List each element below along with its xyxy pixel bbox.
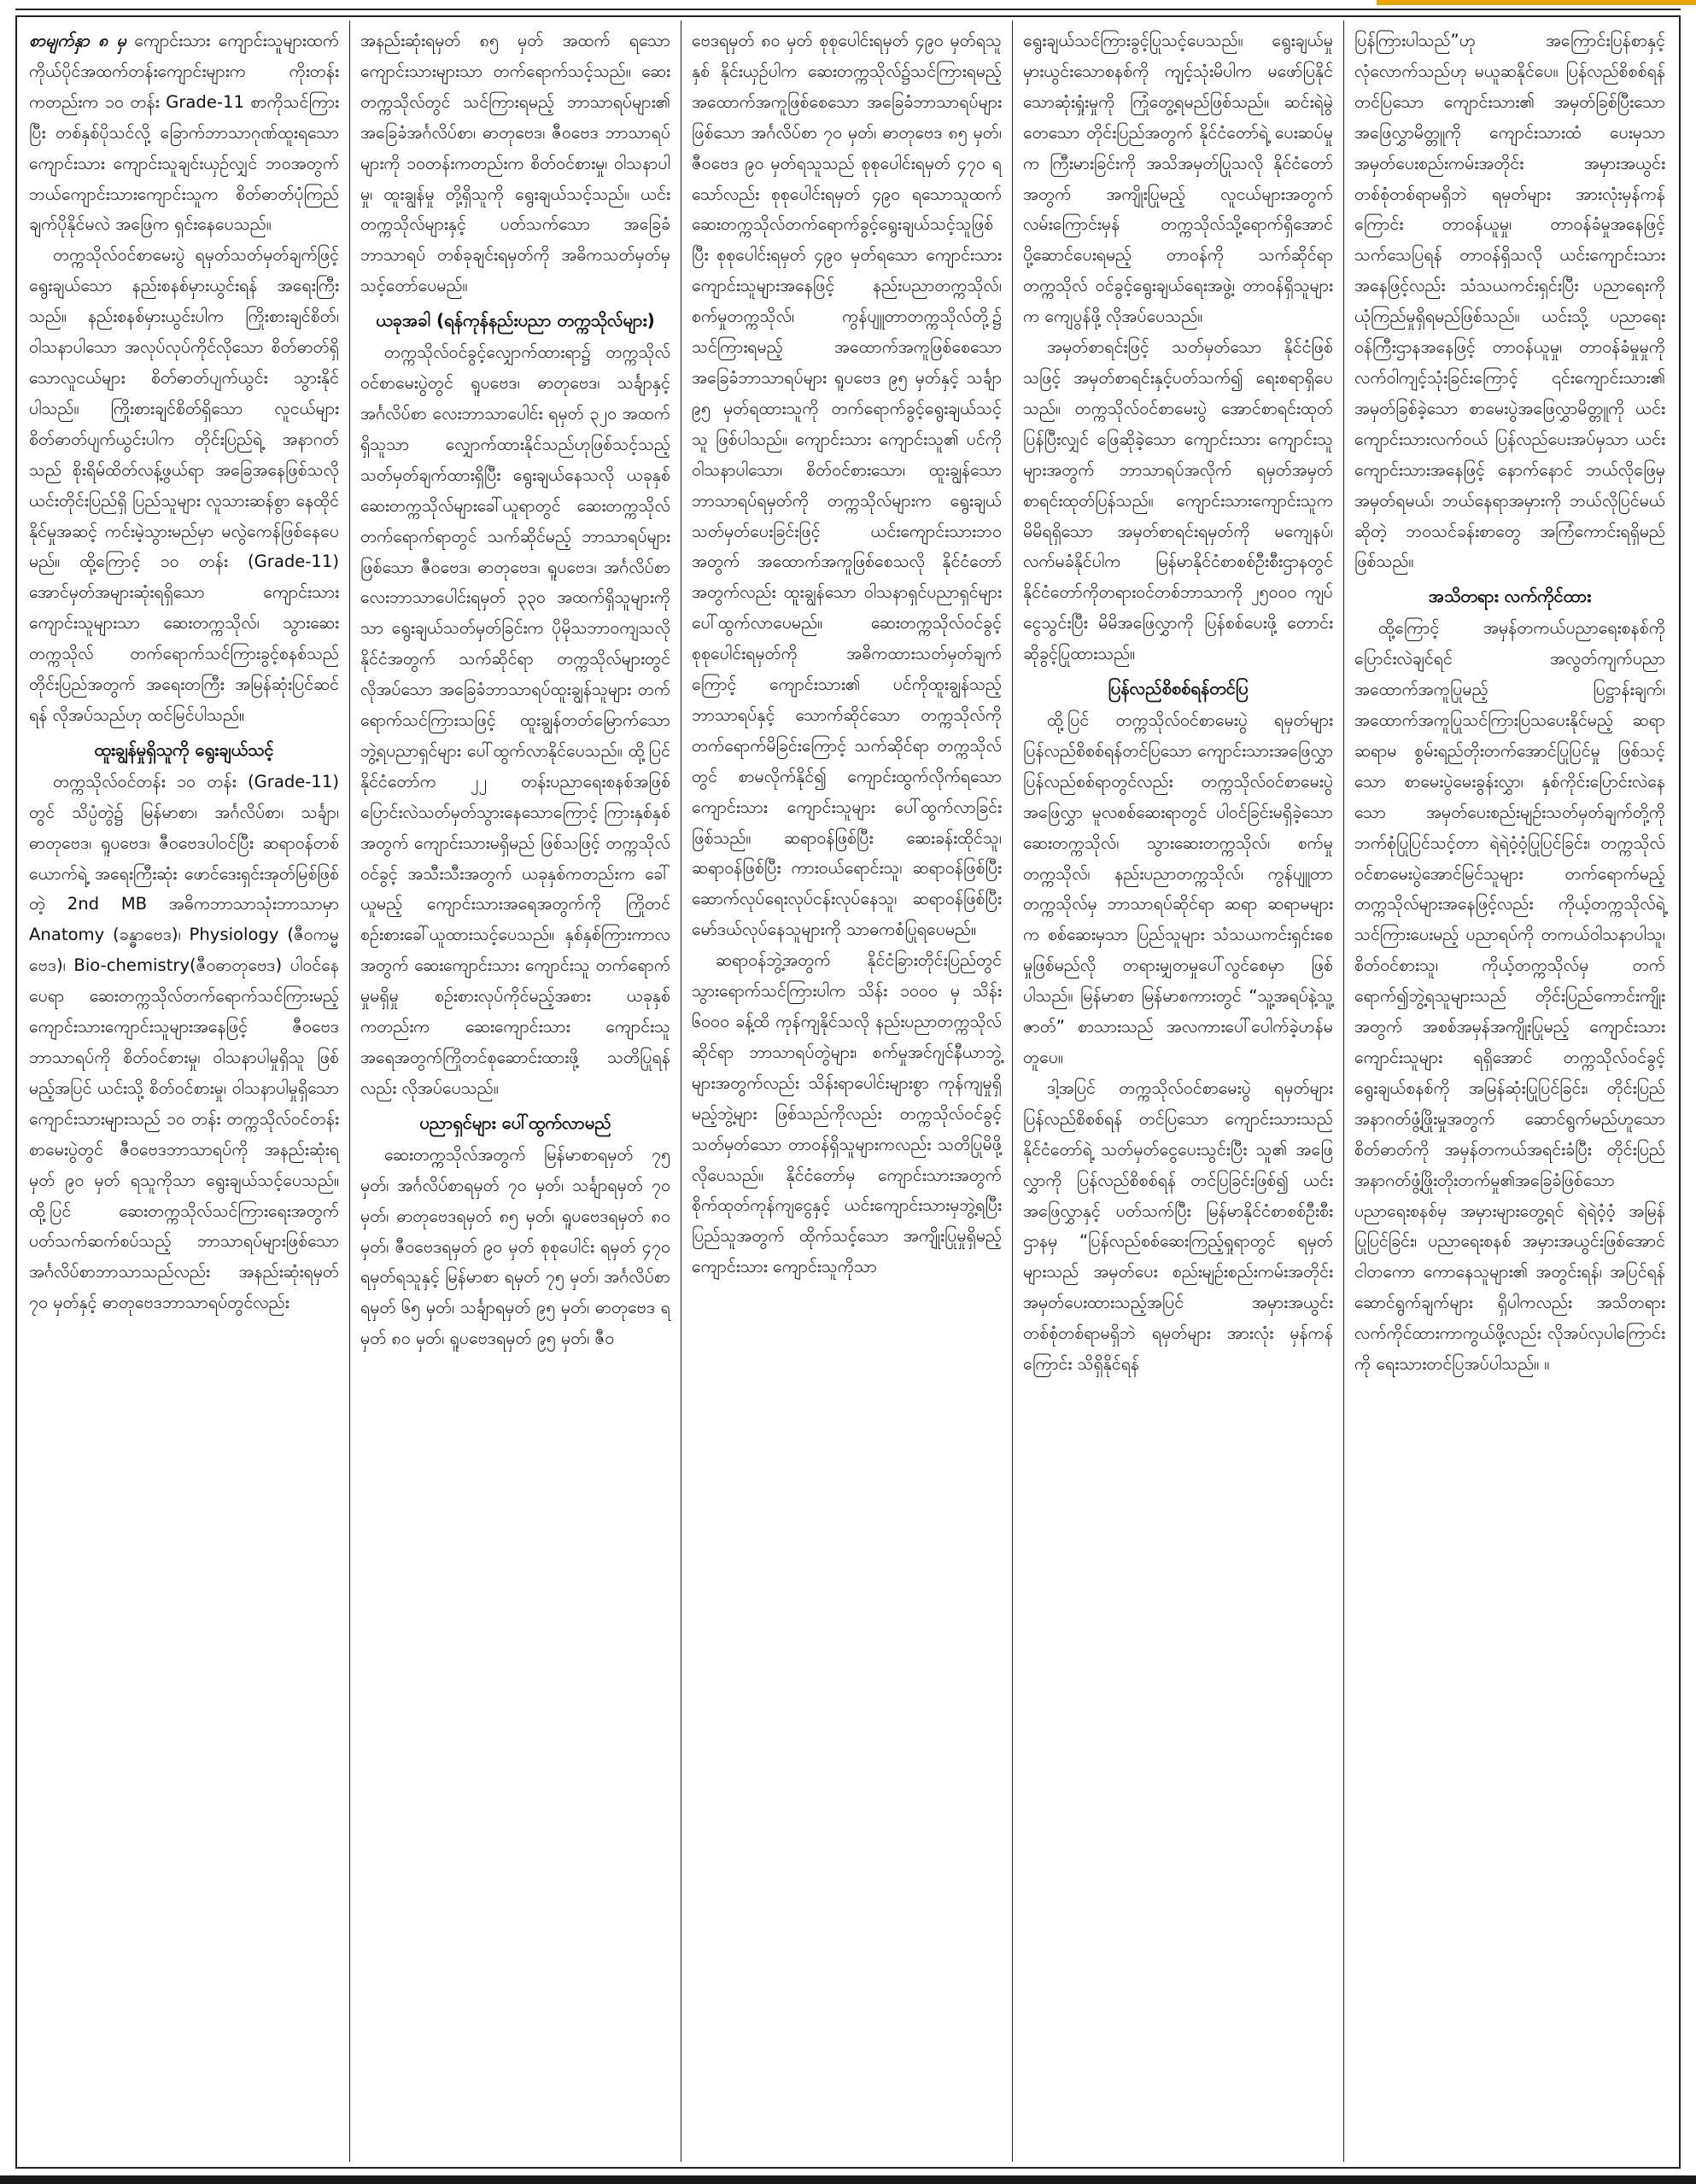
body-paragraph: [1354, 26, 1665, 577]
paragraph-text: ပြန်ကြားပါသည်”ဟု အကြောင်းပြန်စာနှင့် လုံလောက်သည်ဟု မယူဆနိုင်ပေ။ ပြန်လည်စိစစ်ရန် တင်ပြသော ကျောင်းသား၏ အမှတ်ခြစ်ပြီးသော အဖြေလွှာမိတ္တူကို ကျောင်းသားထံ ပေးမှသာ အမှတ်ပေးစည်းကမ်းအတိုင်း အမှားအယွင်း တစ်စုံတစ်ရာမရှိဘဲ ရမှတ်များ အားလုံးမှန်ကန်ကြောင်း တာဝန်ယူမှု၊ တာဝန်ခံမှုအနေဖြင့် သက်သေပြရန် တာဝန်ရှိသလို ယင်းကျောင်းသားအနေဖြင့်လည်း သံသယကင်းရှင်းပြီး ပညာရေးကို ယုံကြည်မှုရှိရမည်ဖြစ်သည်။ ယင်းသို့ ပညာရေးဝန်ကြီးဌာနအနေဖြင့် တာဝန်ယူမှု၊ တာဝန်ခံမှုမှုကို လက်ဝါကျင့်သုံးခြင်းကြောင့် ၎င်းကျောင်းသား၏ အမှတ်ခြစ်ခဲ့သော စာမေးပွဲအဖြေလွှာမိတ္တူကို ယင်းကျောင်းသားလက်ဝယ် ပြန်လည်ပေးအပ်မှသာ ယင်းကျောင်းသားအနေဖြင့် နောက်နောင် ဘယ်လိုဖြေမှ အမှတ်ရမယ်၊ ဘယ်နေရာအမှားကို ဘယ်လိုပြင်မယ်ဆိုတဲ့ ဘဝသင်ခန်းစာတွေ အကြံကောင်းရရှိမည်ဖြစ်သည်။: [1354, 31, 1665, 572]
body-paragraph: [1023, 332, 1333, 669]
paragraph-text: ထို့ကြောင့် အမှန်တကယ်ပညာရေးစနစ်ကို ပြောင်းလဲချင်ရင် အလွတ်ကျက်ပညာအထောက်အကူပြုမည့် ပြဋ္ဌာန်းချက်၊ အထောက်အကူပြုသင်ကြားပြသပေးနိုင်မည့် ဆရာ ဆရာမ စွမ်းရည်တိုးတက်အောင်ပြုပြင်မှု ဖြစ်သင့်သော စာမေးပွဲမေးခွန်းလွှာ၊ နှစ်ကိုင်းပြောင်းလဲနေသော အမှတ်ပေးစည်းမျဉ်းသတ်မှတ်ချက်တို့ကို ဘက်စုံပြုပြင်သင့်တာ ရဲရဲဝံ့ဝံ့ပြုပြင်ခြင်း၊ တက္ကသိုလ်ဝင်စာမေးပွဲအောင်မြင်သူများ တက်ရောက်မည့် တက္ကသိုလ်များအနေဖြင့်လည်း ကိုယ့်တက္ကသိုလ်ရဲ့သင်ကြားပေးမည့် ပညာရပ်ကို တကယ်ဝါသနာပါသူ၊ စိတ်ဝင်စားသူ၊ ကိုယ့်တက္ကသိုလ်မှ တက်ရောက်၍ဘွဲ့ရသူများသည် တိုင်းပြည်ကောင်းကျိုးအတွက် အစစ်အမှန်အကျိုးပြုမည့် ကျောင်းသား ကျောင်းသူများ ရရှိအောင် တက္ကသိုလ်ဝင်ခွင့်ရွေးချယ်စနစ်ကို အမြန်ဆုံးပြုပြင်ခြင်း၊ တိုင်းပြည်အနာဂတ်ဖွံ့ဖြိုးမှုအတွက် ဆောင်ရွက်မည်ဟူသောစိတ်ဓာတ်ကို အမှန်တကယ်အရင်းခံပြီး တိုင်းပြည်အနာဂတ်ဖွံ့ဖြိုးတိုးတက်မှု၏အခြေခံဖြစ်သောပညာရေးစနစ်မှ အမှားများတွေ့ရင် ရဲရဲဝံ့ဝံ့ အမြန်ပြုပြင်ခြင်း၊ ပညာရေးစနစ် အမှားအယွင်းဖြစ်အောင် ငါတကော ကောနေသူများ၏ အတွင်းရန်၊ အပြင်ရန် ဆောင်ရွက်ချက်များ ရှိပါကလည်း အသိတရား လက်ကိုင်ထားကာကွယ်ဖို့လည်း လိုအပ်လှပါကြောင်းကို ရေးသားတင်ပြအပ်ပါသည်။ ။: [1354, 618, 1665, 1375]
column-5: [1344, 20, 1676, 2162]
column-1: [19, 20, 350, 2162]
paragraph-text: တက္ကသိုလ်ဝင်စာမေးပွဲ ရမှတ်သတ်မှတ်ချက်ဖြင့် ရွေးချယ်သော နည်းစနစ်မှားယွင်းရန် အရေးကြီးသည်။ နည်းစနစ်မှားယွင်းပါက ကြိုးစားချင်စိတ်၊ ဝါသနာပါသော အလုပ်လုပ်ကိုင်လိုသော စိတ်ဓာတ်ရှိသောလူငယ်များ စိတ်ဓာတ်ပျက်ယွင်း သွားနိုင်ပါသည်။ ကြိုးစားချင်စိတ်ရှိသော လူငယ်များ စိတ်ဓာတ်ပျက်ယွင်းပါက တိုင်းပြည်ရဲ့ အနာဂတ်သည် စိုးရိမ်ထိတ်လန့်ဖွယ်ရာ အခြေအနေဖြစ်သလို ယင်းတိုင်းပြည်ရှိ ပြည်သူများ လူသားဆန်စွာ နေထိုင်နိုင်မှုအဆင့် ကင်းမဲ့သွားမည်မှာ မလွဲကေန်ဖြစ်နေပေမည်။ ထို့ကြောင့် ၁၀ တန်း (Grade-11) အောင်မှတ်အများဆုံးရရှိသော ကျောင်းသား ကျောင်းသူများသာ ဆေးတက္ကသိုလ်၊ သွားဆေးတက္ကသိုလ် တက်ရောက်သင်ကြားခွင့်စနစ်သည် တိုင်းပြည်အတွက် အရေးတကြီး အမြန်ဆုံးပြင်ဆင်ရန် လိုအပ်သည်ဟု ထင်မြင်ပါသည်။: [29, 245, 339, 725]
continued-from-label: စာမျက်နှာ ၈ မှ: [29, 31, 126, 50]
paragraph-text: ဆရာဝန်ဘွဲ့အတွက် နိုင်ငံခြားတိုင်းပြည်တွင် သွားရောက်သင်ကြားပါက သိန်း ၁၀၀၀ မှ သိန်း ၆၀၀၀ ခန့်ထိ ကုန်ကျနိုင်သလို နည်းပညာတက္ကသိုလ်ဆိုင်ရာ ဘာသာရပ်တွဲများ၊ စက်မှုအင်ဂျင်နီယာဘွဲ့များအတွက်လည်း သိန်းရာပေါင်းများစွာ ကုန်ကျမှုရှိမည့်ဘွဲ့များ ဖြစ်သည်ကိုလည်း တက္ကသိုလ်ဝင်ခွင့် သတ်မှတ်သော တာဝန်ရှိသူများကလည်း သတိပြုမိဖို့ လိုပေသည်။ နိုင်ငံတော်မှ ကျောင်းသားအတွက် စိုက်ထုတ်ကုန်ကျငွေနှင့် ယင်းကျောင်းသားမှဘွဲ့ရပြီး ပြည်သူအတွက် ထိုက်သင့်သော အကျိုးပြုမှုရှိမည့် ကျောင်းသား ကျောင်းသူကိုသာ: [692, 950, 1002, 1277]
paragraph-text: တက္ကသိုလ်ဝင်တန်း ၁၀ တန်း (Grade-11) တွင် သိပ္ပံတွဲ၌ မြန်မာစာ၊ အင်္ဂလိပ်စာ၊ သင်္ချာ၊ ဓာတုဗေဒ၊ ရူပဗေဒ၊ ဇီဝဗေဒပါဝင်ပြီး ဆရာဝန်တစ်ယောက်ရဲ့ အရေးကြီးဆုံး ဖောင်ဒေးရှင်းအုတ်မြစ်ဖြစ်တဲ့ 2nd MB အဓိကဘာသာသုံးဘာသာမှာ Anatomy (ခန္ဓာဗေဒ)၊ Physiology (ဇီဝကမ္မဗေဒ)၊ Bio-chemistry(ဇီဝဓာတုဗေဒ) ပါဝင်နေပေရာ ဆေးတက္ကသိုလ်တက်ရောက်သင်ကြားမည့် ကျောင်းသားကျောင်းသူများအနေဖြင့် ဇီဝဗေဒဘာသာရပ်ကို စိတ်ဝင်စားမှု၊ ဝါသနာပါမှုရှိသူ ဖြစ်မည့်အပြင် ယင်းသို့ စိတ်ဝင်စားမှု၊ ဝါသနာပါမှုရှိသော ကျောင်းသားများသည် ၁၀ တန်း တက္ကသိုလ်ဝင်တန်းစာမေးပွဲတွင် ဇီဝဗေဒဘာသာရပ်ကို အနည်းဆုံးရမှတ် ၉၀ မှတ် ရသူကိုသာ ရွေးချယ်သင့်ပေသည်။ ထို့ပြင် ဆေးတက္ကသိုလ်သင်ကြားရေးအတွက် ပတ်သက်ဆက်စပ်သည့် ဘာသာရပ်များဖြစ်သော အင်္ဂလိပ်စာဘာသာသည်လည်း အနည်းဆုံးရမှတ် ၇၀ မှတ်နှင့် ဓာတုဗေဒဘာသာရပ်တွင်လည်း: [29, 771, 339, 1313]
section-heading: ယခုအခါ (ရန်ကုန်နည်းပညာ တက္ကသိုလ်များ): [376, 310, 655, 331]
article-columns: [19, 20, 1676, 2162]
paragraph-text: အနည်းဆုံးရမှတ် ၈၅ မှတ် အထက် ရသော ကျောင်းသားများသာ တက်ရောက်သင့်သည်။ ဆေးတက္ကသိုလ်တွင် သင်ကြားရမည့် ဘာသာရပ်များ၏ အခြေခံအင်္ဂလိပ်စာ၊ ဓာတုဗေဒ၊ ဇီဝဗေဒ ဘာသာရပ်များကို ၁၀တန်းကတည်းက စိတ်ဝင်စားမှု၊ ဝါသနာပါမှု၊ ထူးချွန်မှု တို့ရှိသူကို ရွေးချယ်သင့်သည်။ ယင်း တက္ကသိုလ်များနှင့် ပတ်သက်သော အခြေခံဘာသာရပ် တစ်ခုချင်းရမှတ်ကို အဓိကသတ်မှတ်မှ သင့်တော်ပေမည်။: [360, 31, 670, 296]
bottom-rule: [0, 2175, 1696, 2184]
body-paragraph: [692, 945, 1002, 1282]
body-paragraph: [1023, 26, 1333, 332]
paragraph-text: တက္ကသိုလ်ဝင်ခွင့်လျှောက်ထားရာ၌ တက္ကသိုလ်ဝင်စာမေးပွဲတွင် ရူပဗေဒ၊ ဓာတုဗေဒ၊ သင်္ချာနှင့် အင်္ဂလိပ်စာ လေးဘာသာပေါင်း ရမှတ် ၃၂၀ အထက်ရှိသူသာ လျှောက်ထားနိုင်သည်ဟုဖြစ်သင့်သည့် သတ်မှတ်ချက်ထားရှိပြီး ရွေးချယ်နေသလို ယခုနှစ် ဆေးတက္ကသိုလ်များခေါ်ယူရာတွင် ဆေးတက္ကသိုလ် တက်ရောက်ရာတွင် သက်ဆိုင်မည့် ဘာသာရပ်များဖြစ်သော ဇီဝဗေဒ၊ ဓာတုဗေဒ၊ ရူပဗေဒ၊ အင်္ဂလိပ်စာ လေးဘာသာပေါင်းရမှတ် ၃၃၀ အထက်ရှိသူများကိုသာ ရွေးချယ်သတ်မှတ်ခြင်းက ပိုမိုသဘာဝကျသလို နိုင်ငံအတွက် သက်ဆိုင်ရာ တက္ကသိုလ်များတွင် လိုအပ်သော အခြေခံဘာသာရပ်ထူးချွန်သူများ တက်ရောက်သင်ကြားသဖြင့် ထူးချွန်တတ်မြောက်သော ဘွဲ့ရပညာရှင်များ ပေါ်ထွက်လာနိုင်ပေသည်။ ထို့ပြင် နိုင်ငံတော်က ၂၂ တန်းပညာရေးစနစ်အဖြစ် ပြောင်းလဲသတ်မှတ်သွားနေသောကြောင့် ကြားနှစ်နှစ်အတွက် ကျောင်းသားမရှိမည် ဖြစ်သဖြင့် တက္ကသိုလ်ဝင်ခွင့် အသီးသီးအတွက် ယခုနှစ်ကတည်းက ခေါ်ယူမည့် ကျောင်းသားအရေအတွက်ကို ကြိုတင်စဉ်းစားခေါ်ယူထားသင့်ပေသည်။ နှစ်နှစ်ကြားကာလအတွက် ဆေးကျောင်းသား ကျောင်းသူ တက်ရောက်မှုမရှိမှု စဉ်းစားလုပ်ကိုင်မည့်အစား ယခုနှစ်ကတည်းက ဆေးကျောင်းသား ကျောင်းသူ အရေအတွက်ကြိုတင်စုဆောင်းထားဖို့ သတိပြုရန်လည်း လိုအပ်ပေသည်။: [360, 342, 670, 1098]
column-2: [350, 20, 681, 2162]
body-paragraph: [29, 767, 339, 1318]
body-paragraph: [1354, 613, 1665, 1380]
section-heading: အသိတရား လက်ကိုင်ထား: [1428, 586, 1592, 607]
paragraph-text: ဆေးတက္ကသိုလ်အတွက် မြန်မာစာရမှတ် ၇၅ မှတ်၊ အင်္ဂလိပ်စာရမှတ် ၇၀ မှတ်၊ သင်္ချာရမှတ် ၇၀ မှတ်၊ ဓာတုဗေဒရမှတ် ၈၅ မှတ်၊ ရူပဗေဒရမှတ် ၈၀ မှတ်၊ ဇီဝဗေဒရမှတ် ၉၀ မှတ် စုစုပေါင်း ရမှတ် ၄၇၀ ရမှတ်ရသူနှင့် မြန်မာစာ ရမှတ် ၇၅ မှတ်၊ အင်္ဂလိပ်စာရမှတ် ၆၅ မှတ်၊ သင်္ချာရမှတ် ၉၅ မှတ်၊ ဓာတုဗေဒ ရမှတ် ၈၀ မှတ်၊ ရူပဗေဒရမှတ် ၉၅ မှတ်၊ ဇီဝ: [360, 1144, 670, 1349]
section-heading: ထူးချွန်မှုရှိသူကို ရွေးချယ်သင့်: [94, 739, 274, 760]
body-paragraph: [29, 26, 339, 240]
paragraph-text: ဒါ့အပြင် တက္ကသိုလ်ဝင်စာမေးပွဲ ရမှတ်များ ပြန်လည်စိစစ်ရန် တင်ပြသော ကျောင်းသားသည် နိုင်ငံတော်ရဲ့ သတ်မှတ်ငွေပေးသွင်းပြီး သူ၏ အဖြေလွှာကို ပြန်လည်စိစစ်ရန် တင်ပြခြင်းဖြစ်၍ ယင်းအဖြေလွှာနှင့် ပတ်သက်ပြီး မြန်မာနိုင်ငံစာစစ်ဦးစီးဌာနမှ “ပြန်လည်စစ်ဆေးကြည့်ရှုရာတွင် ရမှတ်များသည် အမှတ်ပေး စည်းမျဉ်းစည်းကမ်းအတိုင်း အမှတ်ပေးထားသည့်အပြင် အမှားအယွင်းတစ်စုံတစ်ရာမရှိဘဲ ရမှတ်များ အားလုံး မှန်ကန်ကြောင်း သိရှိနိုင်ရန်: [1023, 1077, 1333, 1375]
accent-bar: [1377, 0, 1696, 5]
body-paragraph: [692, 26, 1002, 945]
paragraph-text: ကျောင်းသား ကျောင်းသူများထက် ကိုယ်ပိုင်အထက်တန်းကျောင်းများက ကိုးတန်းကတည်းက ၁၀ တန်း Grade-11 စာကိုသင်ကြားပြီး တစ်နှစ်ပိုသင်လို့ ခြောက်ဘာသာဂုဏ်ထူးရသော ကျောင်းသား ကျောင်းသူချင်းယှဉ်လျှင် ဘဝအတွက် ဘယ်ကျောင်းသားကျောင်းသူက စိတ်ဓာတ်ပုံကြည်ချက်ပိုနိုင်မလဲ အဖြေက ရှင်းနေပေသည်။: [29, 31, 339, 235]
body-paragraph: [360, 337, 670, 1104]
body-paragraph: [360, 26, 670, 301]
paragraph-text: ရွေးချယ်သင်ကြားခွင့်ပြုသင့်ပေသည်။ ရွေးချယ်မှု မှားယွင်းသောစနစ်ကို ကျင့်သုံးမိပါက မဖော်ပြနိုင်သောဆုံးရှုံးမှုကို ကြုံတွေ့ရမည်ဖြစ်သည်။ ဆင်းရဲမွဲတေသော တိုင်းပြည်အတွက် နိုင်ငံတော်ရဲ့ ပေးဆပ်မှုက ကြီးမားခြင်းကို အသိအမှတ်ပြုသလို နိုင်ငံတော်အတွက် အကျိုးပြုမည့် လူငယ်များအတွက် လမ်းကြောင်းမှန် တက္ကသိုလ်သို့ရောက်ရှိအောင် ပို့ဆောင်ပေးရမည့် တာဝန်ကို သက်ဆိုင်ရာတက္ကသိုလ် ဝင်ခွင့်ရွေးချယ်ရေးအဖွဲ့၊ တာဝန်ရှိသူများက ကျေပွန်ဖို့ လိုအပ်ပေသည်။: [1023, 31, 1333, 327]
column-3: [681, 20, 1013, 2162]
body-paragraph: [1023, 705, 1333, 1073]
section-heading: ပညာရှင်များ ပေါ်ထွက်လာမည်: [419, 1112, 611, 1133]
top-bar: [0, 0, 1696, 5]
body-paragraph: [29, 240, 339, 731]
paragraph-text: ထို့ပြင် တက္ကသိုလ်ဝင်စာမေးပွဲ ရမှတ်များ ပြန်လည်စိစစ်ရန်တင်ပြသော ကျောင်းသားအဖြေလွှာပြန်လည်စစ်ရာတွင်လည်း တက္ကသိုလ်ဝင်စာမေးပွဲ အဖြေလွှာ မူလစစ်ဆေးရာတွင် ပါဝင်ခြင်းမရှိခဲ့သော ဆေးတက္ကသိုလ်၊ သွားဆေးတက္ကသိုလ်၊ စက်မှုတက္ကသိုလ်၊ နည်းပညာတက္ကသိုလ်၊ ကွန်ပျူတာတက္ကသိုလ်မှ ဘာသာရပ်ဆိုင်ရာ ဆရာ ဆရာမများက စစ်ဆေးမှသာ ပြည်သူများ သံသယကင်းရှင်းစေမှုဖြစ်မည်လို တရားမျှတမှုပေါ်လွင်စေမှာ ဖြစ်ပါသည်။ မြန်မာစာ မြန်မာစကားတွင် “သူ့အရပ်နဲ့သူ့ဇာတ်” စာသားသည် အလကားပေါ်ပေါက်ခဲ့ဟန်မတူပေ။: [1023, 710, 1333, 1067]
column-4: [1013, 20, 1344, 2162]
top-rule: [15, 9, 1681, 10]
body-paragraph: [1023, 1073, 1333, 1380]
paragraph-text: ဗေဒရမှတ် ၈၀ မှတ် စုစုပေါင်းရမှတ် ၄၉၀ မှတ်ရသူနှစ် နိုင်းယှဉ်ပါက ဆေးတက္ကသိုလ်၌သင်ကြားရမည့် အထောက်အကူဖြစ်စေသော အခြေခံဘာသာရပ်များဖြစ်သော အင်္ဂလိပ်စာ ၇၀ မှတ်၊ ဓာတုဗေဒ ၈၅ မှတ်၊ ဇီဝဗေဒ ၉၀ မှတ်ရသူသည် စုစုပေါင်းရမှတ် ၄၇၀ ရသော်လည်း စုစုပေါင်းရမှတ် ၄၉၀ ရသောသူထက် ဆေးတက္ကသိုလ်တက်ရောက်ခွင့်ရွေးချယ်သင့်သူဖြစ်ပြီး စုစုပေါင်းရမှတ် ၄၉၀ မှတ်ရသော ကျောင်းသားကျောင်းသူများအနေဖြင့် နည်းပညာတက္ကသိုလ်၊ စက်မှုတက္ကသိုလ်၊ ကွန်ပျူတာတက္ကသိုလ်တို့၌ သင်ကြားရမည့် အထောက်အကူဖြစ်စေသော အခြေခံဘာသာရပ်များ ရူပဗေဒ ၉၅ မှတ်နှင့် သင်္ချာ ၉၅ မှတ်ရထားသူကို တက်ရောက်ခွင့်ရွေးချယ်သင့်သူ ဖြစ်ပါသည်။ ကျောင်းသား ကျောင်းသူ၏ ပင်ကိုဝါသနာပါသော၊ စိတ်ဝင်စားသော၊ ထူးချွန်သော ဘာသာရပ်ရမှတ်ကို တက္ကသိုလ်များက ရွေးချယ်သတ်မှတ်ပေးခြင်းဖြင့် ယင်းကျောင်းသားဘဝအတွက် အထောက်အကူဖြစ်စေသလို နိုင်ငံတော်အတွက်လည်း ထူးချွန်သော ဝါသနာရှင်ပညာရှင်များ ပေါ်ထွက်လာပေမည်။ ဆေးတက္ကသိုလ်ဝင်ခွင့် စုစုပေါင်းရမှတ်ကို အဓိကထားသတ်မှတ်ချက်ကြောင့် ကျောင်းသား၏ ပင်ကိုထူးချွန်သည့်ဘာသာရပ်နှင့် သောက်ဆိုင်သော တက္ကသိုလ်ကို တက်ရောက်မိခြင်းကြောင့် သက်ဆိုင်ရာ တက္ကသိုလ်တွင် စာမလိုက်နိုင်၍ ကျောင်းထွက်လိုက်ရသော ကျောင်းသား ကျောင်းသူများ ပေါ်ထွက်လာခြင်း ဖြစ်သည်။ ဆရာဝန်ဖြစ်ပြီး ဆေးခန်းထိုင်သူ၊ ဆရာဝန်ဖြစ်ပြီး ကားဝယ်ရောင်းသူ၊ ဆရာဝန်ဖြစ်ပြီး ဆောက်လုပ်ရေးလုပ်ငန်းလုပ်နေသူ၊ ဆရာဝန်ဖြစ်ပြီး မော်ဒယ်လုပ်နေသူများကို သာဓကစံပြုရပေမည်။: [692, 31, 1002, 940]
section-heading: ပြန်လည်စိစစ်ရန်တင်ပြ: [1108, 678, 1249, 699]
body-paragraph: [360, 1140, 670, 1354]
paragraph-text: အမှတ်စာရင်းဖြင့် သတ်မှတ်သော နိုင်ငံဖြစ်သဖြင့် အမှတ်စာရင်းနှင့်ပတ်သက်၍ ရေးစရာရှိပေသည်။ တက္ကသိုလ်ဝင်စာမေးပွဲ အောင်စာရင်းထုတ်ပြန်ပြီးလျှင် ဖြေဆိုခဲ့သော ကျောင်းသား ကျောင်းသူများအတွက် ဘာသာရပ်အလိုက် ရမှတ်အမှတ်စာရင်းထုတ်ပြန်သည်။ ကျောင်းသားကျောင်းသူက မိမိရရှိသော အမှတ်စာရင်းရမှတ်ကို မကျေနပ်၊ လက်မခံနိုင်ပါက မြန်မာနိုင်ငံစာစစ်ဦးစီးဌာနတွင် နိုင်ငံတော်ကိုတရားဝင်တစ်ဘာသာကို ၂၅၀၀၀ ကျပ်ငွေသွင်းပြီး မိမိအဖြေလွှာကို ပြန်စစ်ပေးဖို့ တောင်းဆိုခွင့်ပြုထားသည်။: [1023, 337, 1334, 664]
